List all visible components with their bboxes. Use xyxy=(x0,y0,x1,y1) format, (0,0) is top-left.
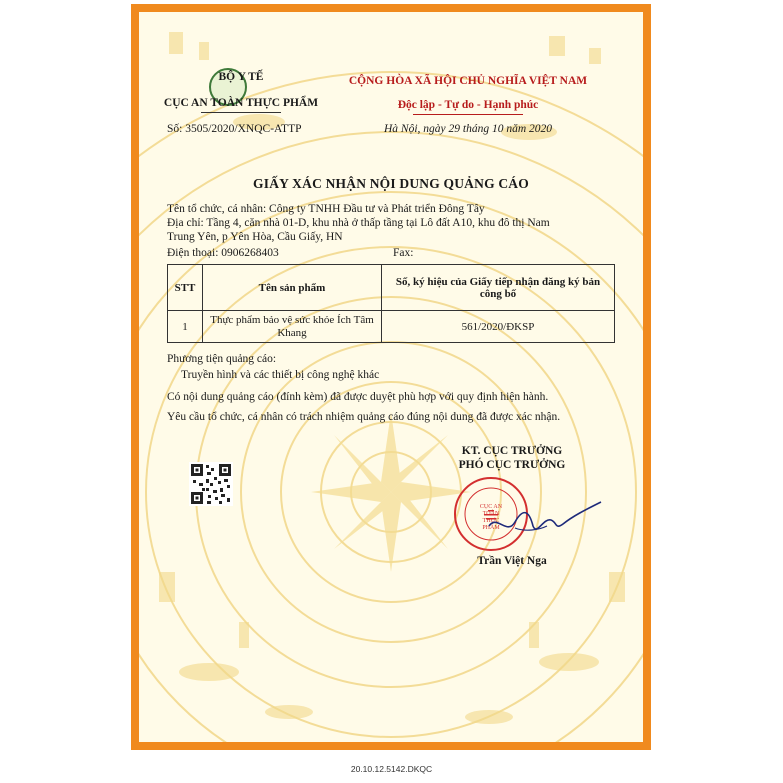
header-product-name: Tên sản phẩm xyxy=(203,265,382,311)
signer-name: Trần Việt Nga xyxy=(477,555,547,567)
department-name: CỤC AN TOÀN THỰC PHẨM xyxy=(163,97,319,109)
issue-date: Hà Nội, ngày 29 tháng 10 năm 2020 xyxy=(383,123,553,135)
signer-role-1: KT. CỤC TRƯỞNG xyxy=(461,445,563,457)
row-stt: 1 xyxy=(168,311,203,343)
row-product-name: Thực phẩm bảo vệ sức khỏe Ích Tâm Khang xyxy=(203,311,382,343)
document-title: GIẤY XÁC NHẬN NỘI DUNG QUẢNG CÁO xyxy=(253,176,529,191)
statement-approved: Có nội dung quảng cáo (đính kèm) đã được duyệt phù hợp với quy định hiện hành. xyxy=(167,391,549,403)
department-underline xyxy=(201,112,281,113)
signer-role-2: PHÓ CỤC TRƯỞNG xyxy=(458,459,566,471)
org-phone: Điện thoại: 0906268403 xyxy=(167,247,279,259)
table-header-row xyxy=(168,265,615,311)
header-stt: STT xyxy=(168,265,203,311)
document-number: Số: 3505/2020/XNQC-ATTP xyxy=(167,123,302,135)
signature-scribble xyxy=(485,496,605,546)
org-name: Tên tổ chức, cá nhân: Công ty TNHH Đầu tư và Phát triển Đông Tây xyxy=(167,203,485,215)
org-address-line1: Địa chỉ: Tầng 4, căn nhà 01-D, khu nhà ở thấp tầng tại Lô đất A10, khu đô thị Nam xyxy=(167,217,550,229)
national-motto: Độc lập - Tự do - Hạnh phúc xyxy=(397,99,539,111)
qr-code xyxy=(189,462,233,506)
org-fax: Fax: xyxy=(393,247,414,259)
product-table xyxy=(167,264,615,343)
table-row xyxy=(168,311,615,343)
ministry-name: BỘ Y TẾ xyxy=(218,71,264,83)
org-address-line2: Trung Yên, p Yên Hòa, Cầu Giấy, HN xyxy=(167,231,343,243)
document-border xyxy=(131,4,651,750)
footer-code: 20.10.12.5142.DKQC xyxy=(350,764,433,774)
row-registration: 561/2020/ĐKSP xyxy=(382,311,615,343)
nation-title: CỘNG HÒA XÃ HỘI CHỦ NGHĨA VIỆT NAM xyxy=(348,75,588,87)
motto-underline xyxy=(413,114,523,115)
statement-requirement: Yêu cầu tổ chức, cá nhân có trách nhiệm quảng cáo đúng nội dung đã được xác nhận. xyxy=(167,411,561,423)
media-label: Phương tiện quảng cáo: xyxy=(167,353,277,365)
document-paper xyxy=(139,12,643,742)
media-value: Truyền hình và các thiết bị công nghệ khác xyxy=(181,369,380,381)
stamp-text: CỤC AN TOÀN THỰC PHẨM xyxy=(479,504,503,531)
header-registration: Số, ký hiệu của Giấy tiếp nhận đăng ký bản công bố xyxy=(382,265,615,311)
